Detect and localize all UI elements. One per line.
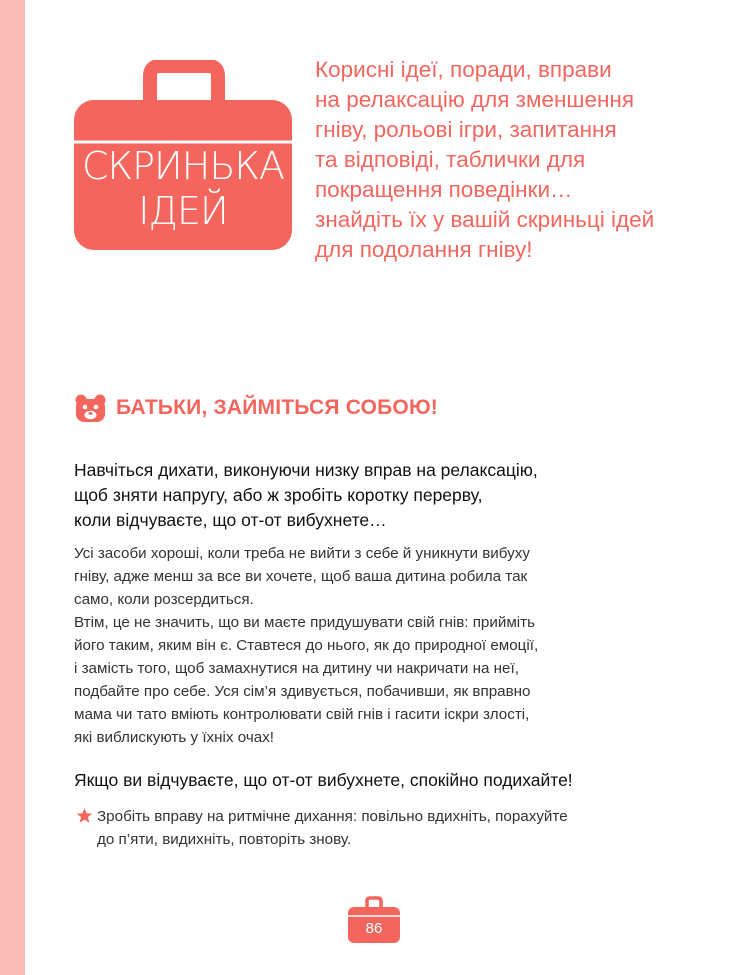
page-number: 86 <box>365 920 383 937</box>
body-paragraph <box>74 542 654 749</box>
tip-line: Зробіть вправу на ритмічне дихання: повільно вдихніть, порахуйте <box>97 808 568 825</box>
side-color-strip <box>0 0 25 975</box>
lead-line: щоб зняти напругу, або ж зробіть коротку перерву, <box>74 485 483 505</box>
body-line: мама чи тато вміють контролювати свій гнів і гасити іскри злості, <box>74 706 530 723</box>
tip-line: до п’яти, видихніть, повторіть знову. <box>97 831 352 848</box>
section-heading <box>75 390 438 426</box>
intro-line: знайдіть їх у вашій скриньці ідей <box>315 207 655 232</box>
body-line: і замість того, щоб замахнутися на дитину чи накричати на неї, <box>74 660 519 677</box>
bear-icon <box>75 394 106 423</box>
subheading: Якщо ви відчуваєте, що от-от вибухнете, спокійно подихайте! <box>74 770 573 790</box>
idea-box-title-line2: ІДЕЙ <box>138 189 228 233</box>
tip-text <box>76 805 636 851</box>
body-line: його таким, яким він є. Ставтеся до нього, як до природної емоції, <box>74 637 539 654</box>
intro-line: для подолання гніву! <box>315 237 533 262</box>
body-line: подбайте про себе. Уся сім’я здивується, побачивши, як вправно <box>74 683 531 700</box>
idea-box-logo <box>74 60 294 250</box>
lead-paragraph <box>74 458 654 533</box>
body-line: які виблискують у їхніх очах! <box>74 729 275 746</box>
body-line: гніву, адже менш за все ви хочете, щоб ваша дитина робила так <box>74 568 528 585</box>
intro-line: покращення поведінки… <box>315 177 573 202</box>
body-line: само, коли розсердиться. <box>74 591 254 608</box>
intro-line: на релаксацію для зменшення <box>315 87 634 112</box>
tip-item <box>76 805 636 851</box>
idea-box-title <box>74 144 292 234</box>
body-line: Втім, це не значить, що ви маєте придушувати свій гнів: прийміть <box>74 614 536 631</box>
lead-line: коли відчуваєте, що от-от вибухнете… <box>74 510 387 530</box>
intro-text <box>315 55 715 265</box>
intro-line: та відповіді, таблички для <box>315 147 586 172</box>
intro-line: Корисні ідеї, поради, вправи <box>315 57 612 82</box>
star-icon <box>76 807 93 824</box>
section-title: БАТЬКИ, ЗАЙМІТЬСЯ СОБОЮ! <box>116 396 439 419</box>
idea-box-title-line1: СКРИНЬКА <box>82 144 284 188</box>
lead-line: Навчіться дихати, виконуючи низку вправ на релаксацію, <box>74 460 538 480</box>
intro-line: гніву, рольові ігри, запитання <box>315 117 617 142</box>
page-number-badge <box>348 896 400 944</box>
body-line: Усі засоби хороші, коли треба не вийти з себе й уникнути вибуху <box>74 545 530 562</box>
